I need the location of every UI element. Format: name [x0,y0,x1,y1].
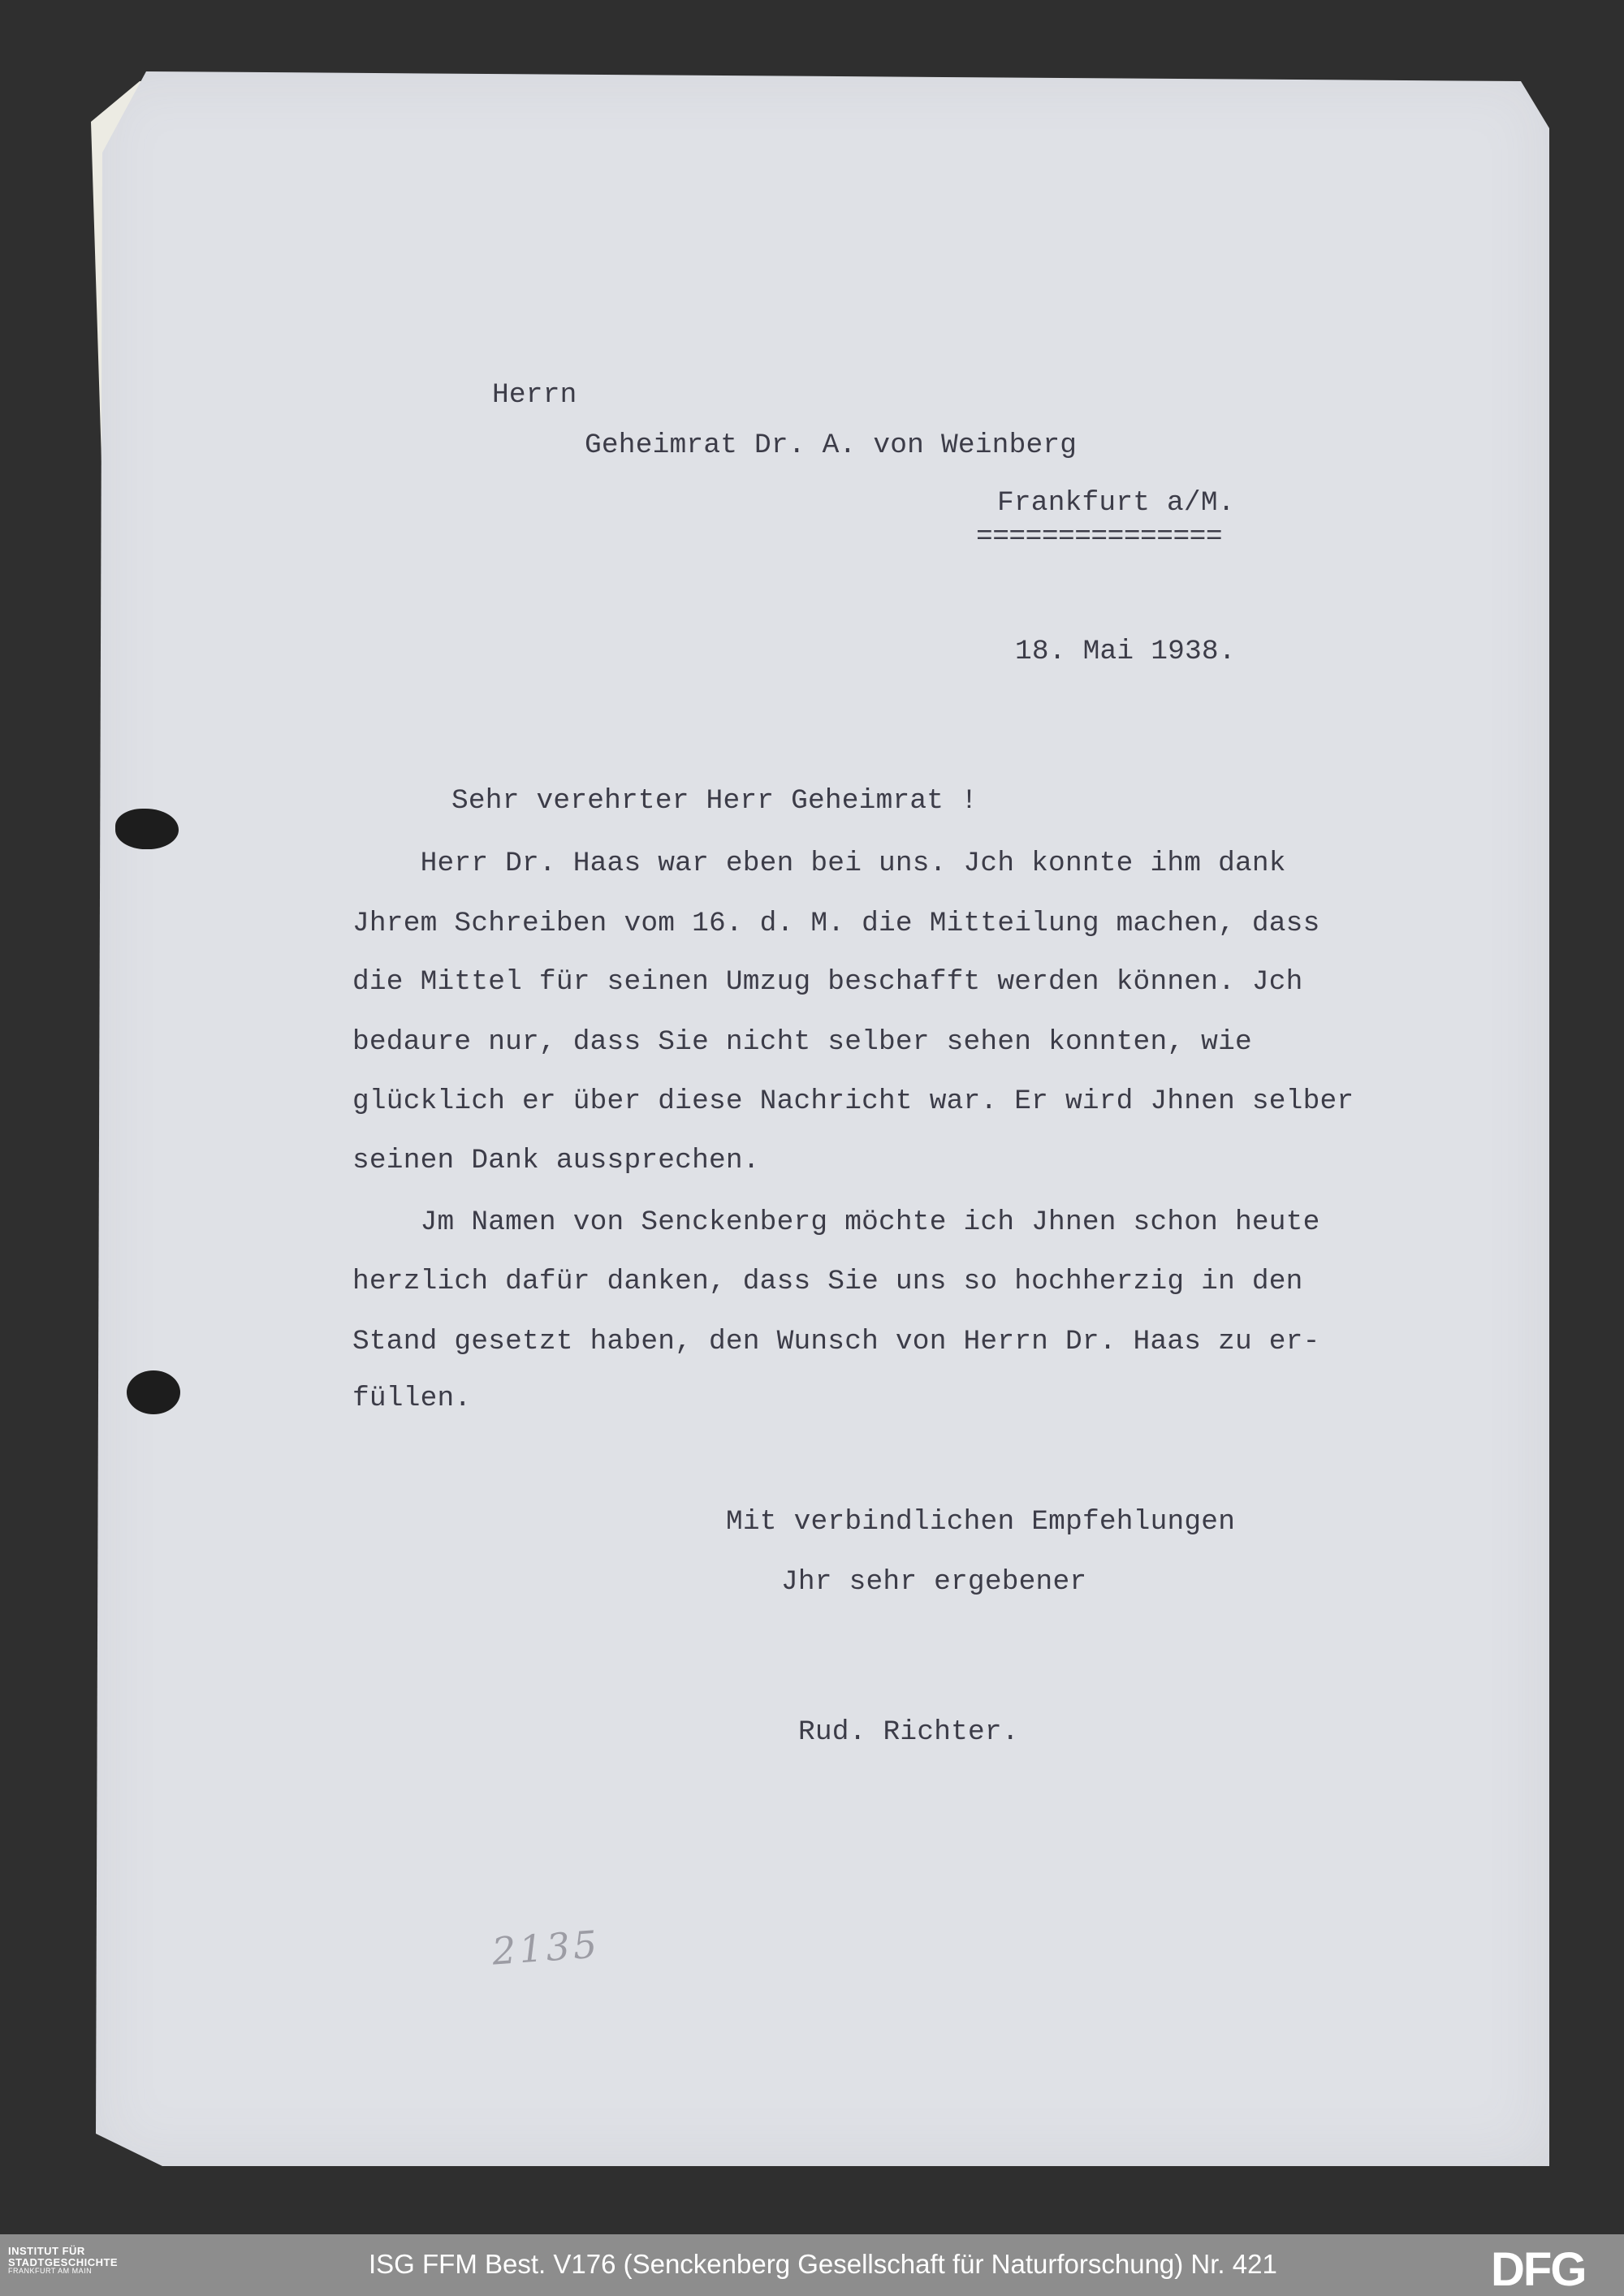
body-line: Stand gesetzt haben, den Wunsch von Herrn Dr. Haas zu er- [352,1326,1320,1357]
salutation-prefix: Herrn [492,379,577,411]
body-line: herzlich dafür danken, dass Sie uns so hochherzig in den [352,1266,1303,1297]
letter-sheet [96,71,1549,2166]
body-line: Herr Dr. Haas war eben bei uns. Jch konnte ihm dank [352,848,1286,879]
body-line: Jhrem Schreiben vom 16. d. M. die Mitteilung machen, dass [352,908,1320,939]
archive-footer-bar [0,2234,1624,2296]
recipient-name: Geheimrat Dr. A. von Weinberg [585,429,1078,461]
archive-caption: ISG FFM Best. V176 (Senckenberg Gesellschaft für Naturforschung) Nr. 421 [369,2249,1277,2279]
body-line: die Mittel für seinen Umzug beschafft werden können. Jch [352,966,1303,998]
letter-date: 18. Mai 1938. [1015,636,1236,667]
dfg-logo: DFG [1491,2243,1586,2296]
letter-greeting: Sehr verehrter Herr Geheimrat ! [451,785,978,817]
institution-logo-line: INSTITUT FÜR [8,2245,85,2257]
body-line: glücklich er über diese Nachricht war. Er wird Jhnen selber [352,1085,1354,1117]
closing-phrase: Mit verbindlichen Empfehlungen [726,1506,1236,1538]
punch-hole-bottom [127,1370,180,1414]
punch-hole-top [115,809,179,849]
body-line: Jm Namen von Senckenberg möchte ich Jhnen schon heute [352,1206,1320,1238]
institution-logo-line: FRANKFURT AM MAIN [8,2267,93,2276]
recipient-underline: =============== [976,521,1223,553]
body-line: bedaure nur, dass Sie nicht selber sehen konnten, wie [352,1026,1252,1058]
pencil-archive-number: 2135 [490,1922,602,1974]
signature: Rud. Richter. [798,1716,1019,1748]
institution-logo [8,2246,118,2276]
institution-logo-line: STADTGESCHICHTE [8,2255,119,2268]
recipient-city: Frankfurt a/M. [997,487,1235,519]
closing-phrase-2: Jhr sehr ergebener [781,1566,1087,1598]
body-line: füllen. [352,1383,472,1414]
body-line: seinen Dank aussprechen. [352,1145,760,1176]
